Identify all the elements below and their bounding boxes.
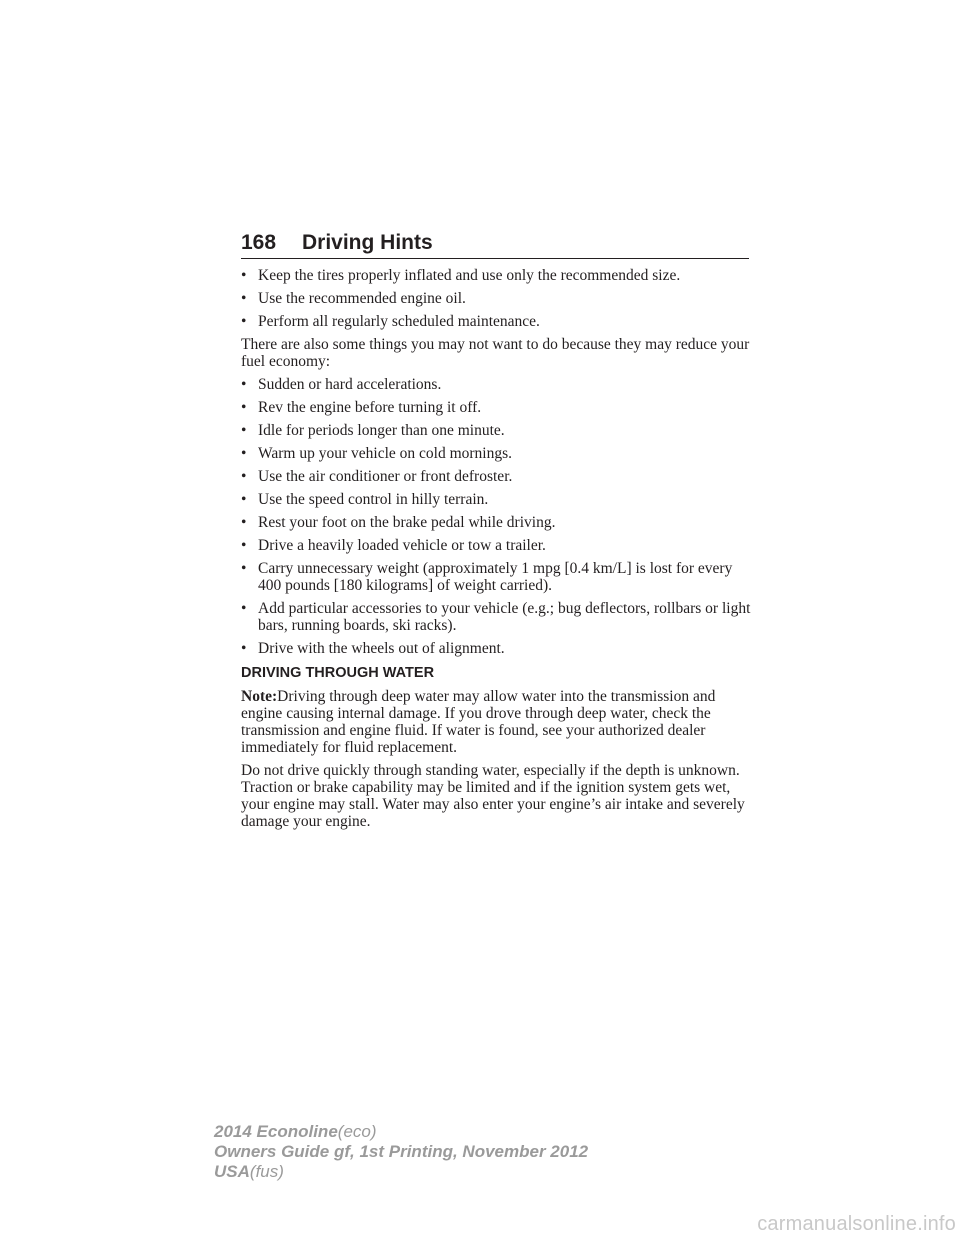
water-paragraph: Do not drive quickly through standing water, especially if the depth is unknown. Traction or brake capability may be limited and if the ignition system gets wet, your engine may stall. Water may also enter your engine’s air intake and severely damage your engine. <box>241 762 745 830</box>
bullet-icon: • <box>241 422 247 439</box>
bullet-icon: • <box>241 267 247 284</box>
bullet-icon: • <box>241 600 247 617</box>
footer-line-3: USA(fus) <box>214 1162 284 1181</box>
intro-paragraph: There are also some things you may not want to do because they may reduce your fuel economy: <box>241 336 750 370</box>
list-item: • Drive with the wheels out of alignment. <box>241 640 505 657</box>
maintenance-list <box>241 267 751 330</box>
footer-line-1: 2014 Econoline(eco) <box>214 1122 377 1141</box>
list-item: • Rest your foot on the brake pedal while driving. <box>241 514 556 531</box>
list-item: • Warm up your vehicle on cold mornings. <box>241 445 513 462</box>
footer-line-2: Owners Guide gf, 1st Printing, November 2012 <box>214 1142 589 1161</box>
list-item: • Use the air conditioner or front defroster. <box>241 468 513 485</box>
list-item: • Sudden or hard accelerations. <box>241 376 442 393</box>
bullet-icon: • <box>241 290 247 307</box>
list-item: • Use the recommended engine oil. <box>241 290 466 307</box>
page-number: 168 <box>241 231 277 254</box>
list-item: • Keep the tires properly inflated and use only the recommended size. <box>241 267 681 284</box>
bullet-icon: • <box>241 537 247 554</box>
bullet-icon: • <box>241 399 247 416</box>
document-footer <box>214 1122 588 1182</box>
list-item: • Use the speed control in hilly terrain. <box>241 491 489 508</box>
list-item: • Rev the engine before turning it off. <box>241 399 482 416</box>
list-item: • Add particular accessories to your vehicle (e.g.; bug deflectors, rollbars or light bars, running boards, ski racks). <box>241 600 751 634</box>
bullet-icon: • <box>241 468 247 485</box>
list-item: • Perform all regularly scheduled maintenance. <box>241 313 540 330</box>
bullet-icon: • <box>241 491 247 508</box>
bullet-icon: • <box>241 640 247 657</box>
bullet-icon: • <box>241 445 247 462</box>
bullet-icon: • <box>241 376 247 393</box>
note-text: Driving through deep water may allow water into the transmission and engine causing internal damage. If you drove through deep water, check the transmission and engine fluid. If water is found, see your authorized dealer immediately for fluid replacement. <box>241 688 716 756</box>
page-header <box>241 228 749 259</box>
fuel-economy-list <box>241 376 751 657</box>
bullet-icon: • <box>241 313 247 330</box>
note-label: Note: <box>241 688 278 705</box>
list-item: • Carry unnecessary weight (approximately 1 mpg [0.4 km/L] is lost for every 400 pounds [180 kilograms] of weight carried). <box>241 560 733 594</box>
bullet-icon: • <box>241 560 247 577</box>
section-title: Driving Hints <box>302 231 433 254</box>
watermark: carmanualsonline.info <box>757 1213 956 1235</box>
section-heading: DRIVING THROUGH WATER <box>241 665 435 681</box>
list-item: • Idle for periods longer than one minute. <box>241 422 505 439</box>
note-paragraph <box>241 688 751 756</box>
bullet-icon: • <box>241 514 247 531</box>
list-item: • Drive a heavily loaded vehicle or tow a trailer. <box>241 537 546 554</box>
page-body <box>241 267 751 836</box>
